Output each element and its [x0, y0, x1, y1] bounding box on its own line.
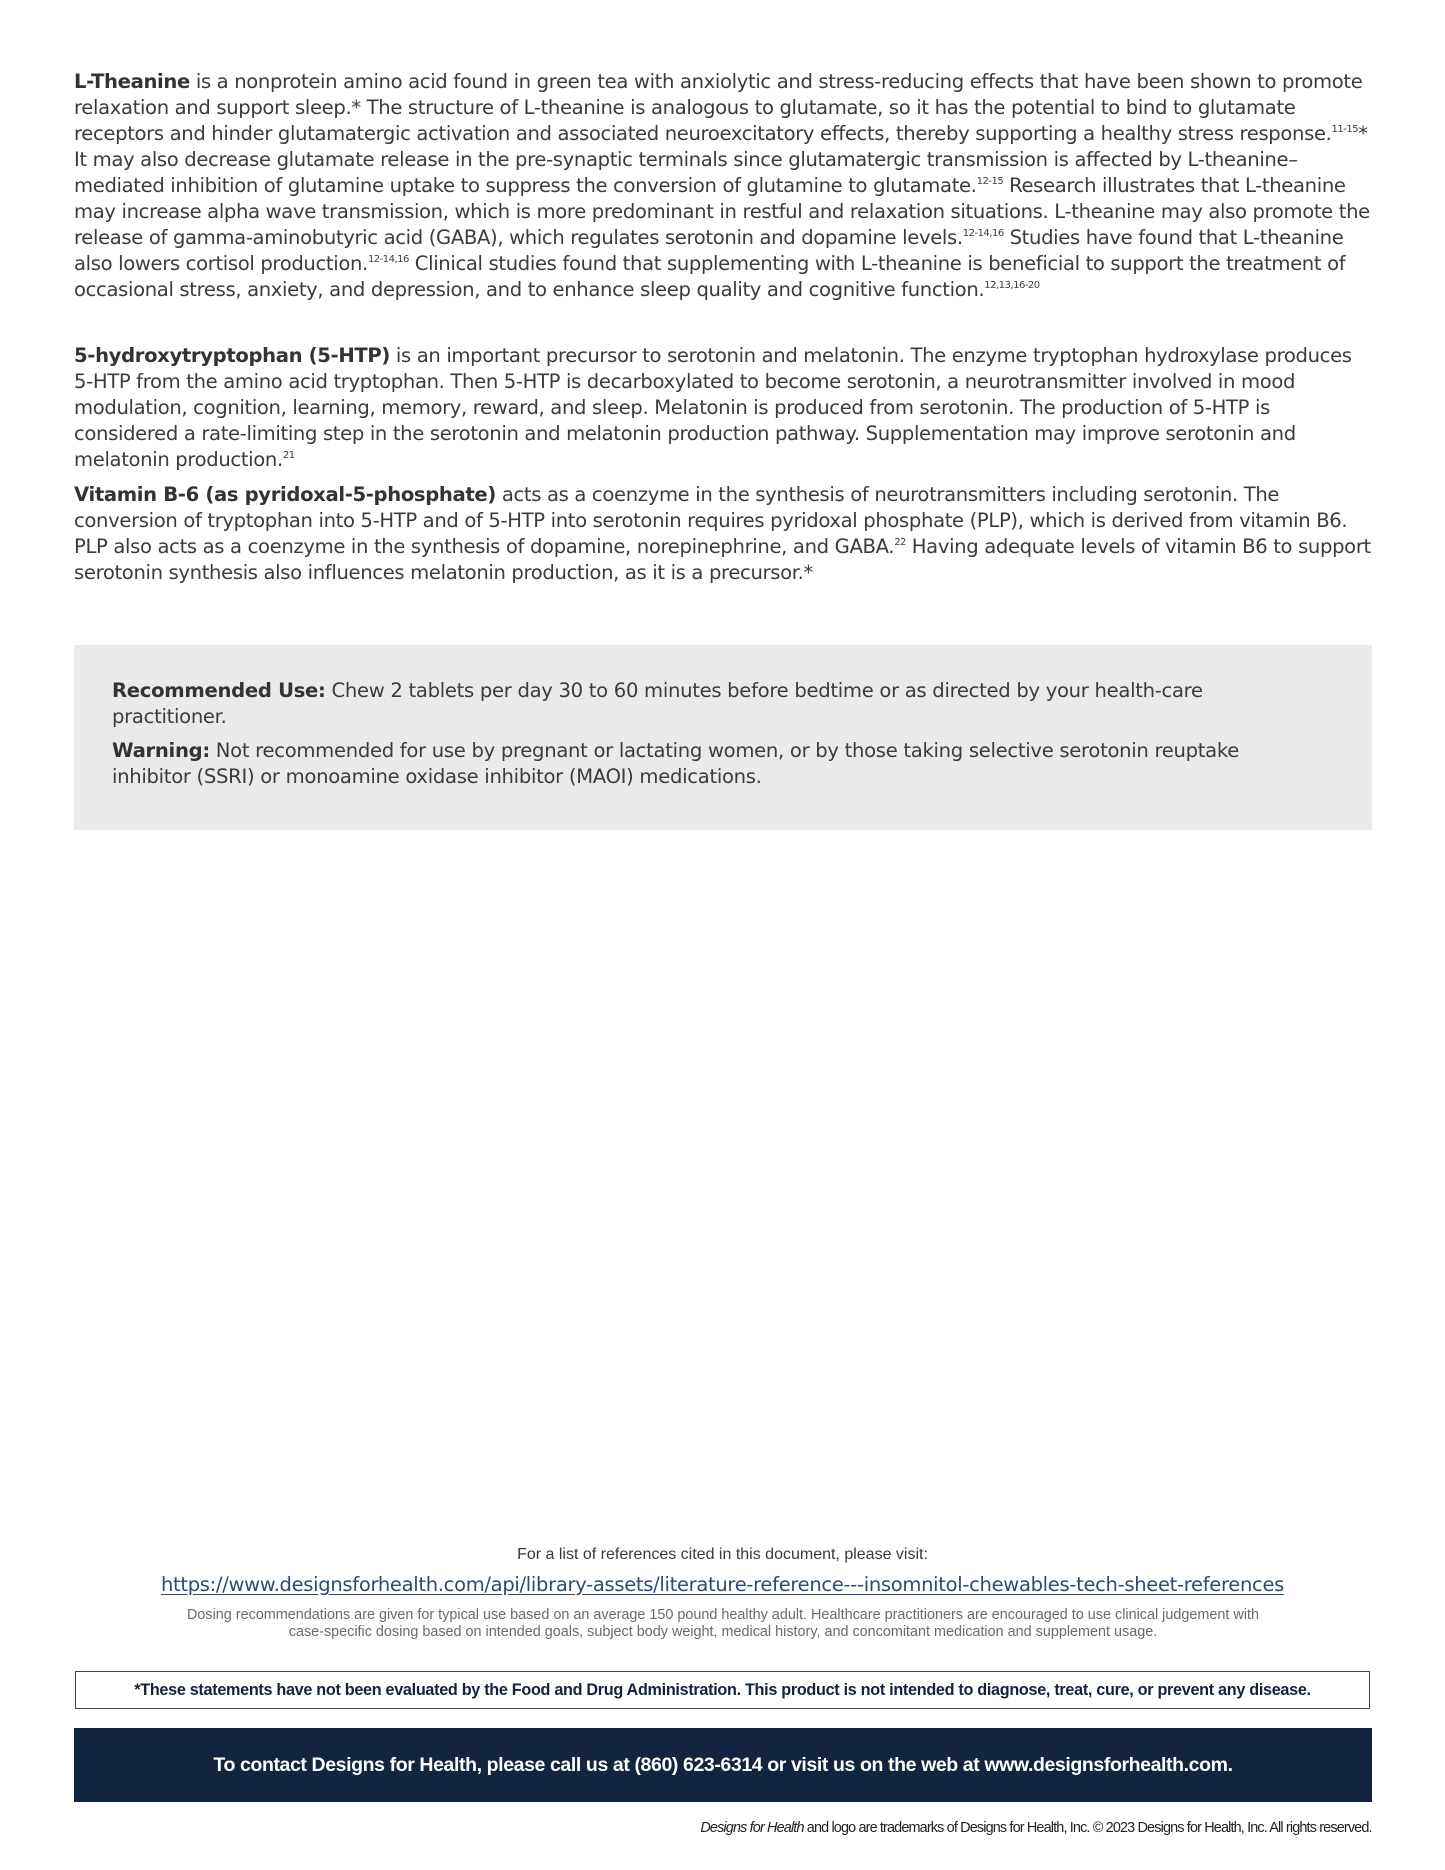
- contact-banner: [74, 1728, 1372, 1802]
- paragraph-text: Studies have found that L-theanine also lowers cortisol production.: [74, 226, 1344, 275]
- paragraph-l-theanine: [74, 69, 1372, 303]
- recommended-use-text: Chew 2 tablets per day 30 to 60 minutes before bedtime or as directed by your health-care practitioner.: [112, 679, 1203, 728]
- citation: 22: [894, 537, 906, 548]
- fda-disclaimer-text: *These statements have not been evaluated by the Food and Drug Administration. This product is not intended to diagnose, treat, cure, or prevent any disease.: [134, 1680, 1311, 1699]
- citation: 12-15: [976, 176, 1004, 187]
- copyright-line: [701, 1819, 1372, 1836]
- paragraph-text: is an important precursor to serotonin and melatonin. The enzyme tryptophan hydroxylase produces 5-HTP from the amino acid tryptophan. Then 5-HTP is decarboxylated to become serotonin, a neurotransmitter involved in mood modulation, cognition, learning, memory, reward, and sleep. Melatonin is produced from serotonin. The production of 5-HTP is considered a rate-limiting step in the serotonin and melatonin production pathway. Supplementation may improve serotonin and melatonin production.: [74, 344, 1352, 471]
- paragraph-text: Research illustrates that L-theanine may increase alpha wave transmission, which is more predominant in restful and relaxation situations. L-theanine may also promote the release of gamma-aminobutyric acid (GABA), which regulates serotonin and dopamine levels.: [74, 174, 1370, 249]
- paragraph-text: is a nonprotein amino acid found in green tea with anxiolytic and stress-reducing effects that have been shown to promote relaxation and support sleep.* The structure of L-theanine is analogous to glutamate, so it has the potential to bind to glutamate receptors and hinder glutamatergic activation and associated neuroexcitatory effects, thereby supporting a healthy stress response.: [74, 70, 1363, 145]
- paragraph-vitamin-b6: [74, 482, 1372, 586]
- warning-label: Warning:: [112, 739, 210, 762]
- citation: 12,13,16-20: [984, 280, 1040, 291]
- dosing-disclaimer: [74, 1607, 1372, 1641]
- paragraph-5-htp: [74, 343, 1372, 473]
- ingredient-title: Vitamin B-6 (as pyridoxal-5-phosphate): [74, 483, 496, 506]
- warning-text: Not recommended for use by pregnant or lactating women, or by those taking selective serotonin reuptake inhibitor (SSRI) or monoamine oxidase inhibitor (MAOI) medications.: [112, 739, 1239, 788]
- ingredient-title: L-Theanine: [74, 70, 190, 93]
- recommended-use-box: [74, 645, 1372, 830]
- paragraph-text: acts as a coenzyme in the synthesis of neurotransmitters including serotonin. The conversion of tryptophan into 5-HTP and of 5-HTP into serotonin requires pyridoxal phosphate (PLP), which is derived from vitamin B6. PLP also acts as a coenzyme in the synthesis of dopamine, norepinephrine, and GABA.: [74, 483, 1348, 558]
- copyright-text: and logo are trademarks of Designs for Health, Inc. © 2023 Designs for Health, Inc. All rights reserved.: [803, 1819, 1372, 1836]
- paragraph-text: Clinical studies found that supplementing with L-theanine is beneficial to support the treatment of occasional stress, anxiety, and depression, and to enhance sleep quality and cognitive function.: [74, 252, 1346, 301]
- citation: 12-14,16: [367, 254, 409, 265]
- brand-name: Designs for Health: [700, 1819, 804, 1836]
- citation: 21: [282, 450, 295, 461]
- references-link-row: [0, 1573, 1445, 1596]
- recommended-use-label: Recommended Use:: [112, 679, 326, 702]
- paragraph-text: * It may also decrease glutamate release in the pre-synaptic terminals since glutamatergic transmission is affected by L-theanine–mediated inhibition of glutamine uptake to suppress the conversion of glutamine to glutamate.: [74, 122, 1368, 197]
- contact-text: To contact Designs for Health, please call us at (860) 623-6314 or visit us on the web at www.designsforhealth.com.: [213, 1753, 1233, 1776]
- dosing-line: Dosing recommendations are given for typical use based on an average 150 pound healthy adult. Healthcare practitioners are encouraged to use clinical judgement with: [187, 1607, 1259, 1623]
- recommended-use: [112, 678, 1292, 730]
- references-intro: For a list of references cited in this document, please visit:: [517, 1546, 928, 1563]
- fda-disclaimer-box: [75, 1671, 1370, 1709]
- dosing-line: case-specific dosing based on intended goals, subject body weight, medical history, and concomitant medication and supplement usage.: [288, 1624, 1158, 1640]
- ingredient-title: 5-hydroxytryptophan (5-HTP): [74, 344, 391, 367]
- references-link[interactable]: https://www.designsforhealth.com/api/library-assets/literature-reference---insomnitol-chewables-tech-sheet-references: [160, 1573, 1285, 1596]
- citation: 11-15: [1331, 124, 1359, 135]
- citation: 12-14,16: [962, 228, 1004, 239]
- warning: [112, 738, 1292, 790]
- paragraph-text: Having adequate levels of vitamin B6 to support serotonin synthesis also influences melatonin production, as it is a precursor.*: [74, 535, 1371, 584]
